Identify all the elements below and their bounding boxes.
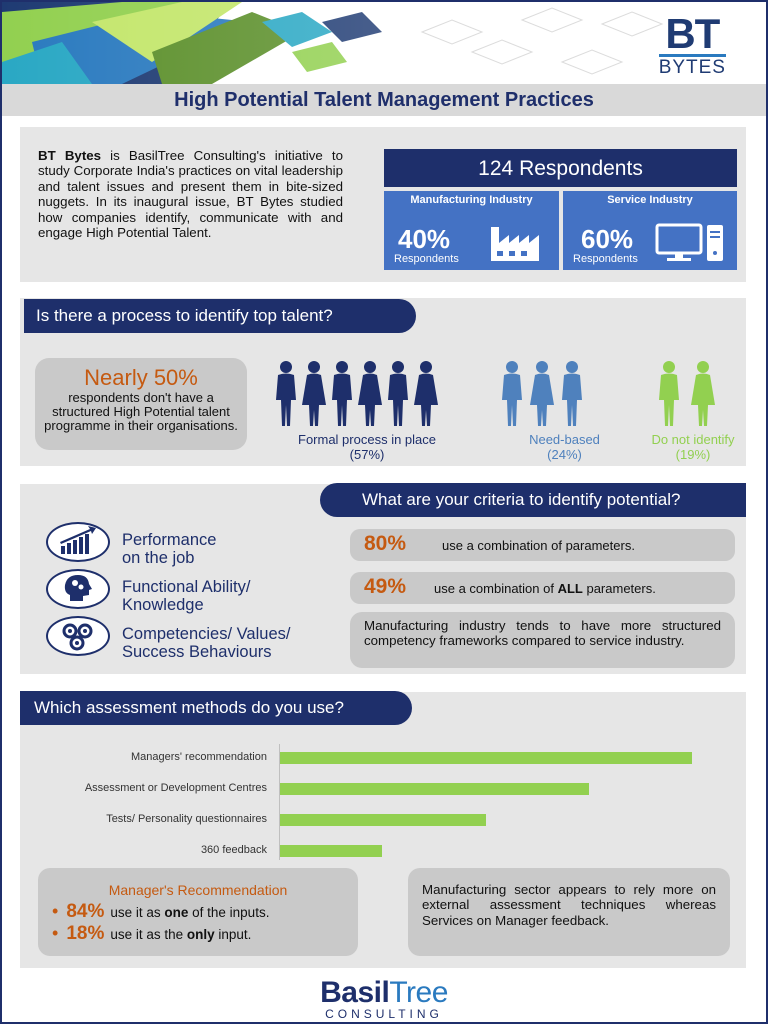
criteria-question: What are your criteria to identify potential? <box>320 483 746 517</box>
stat-49-text-post: parameters. <box>582 581 656 596</box>
process-question: Is there a process to identify top talent? <box>24 299 416 333</box>
criteria-functional-line2: Knowledge <box>122 596 204 614</box>
need-based-label: Need-based <box>529 432 600 447</box>
manufacturing-pct: 40% <box>398 224 451 254</box>
service-label: Service Industry <box>607 194 693 206</box>
criteria-performance-line1: Performance <box>122 531 217 549</box>
criteria-competencies <box>122 625 290 661</box>
criteria-competencies-line2: Success Behaviours <box>122 643 272 661</box>
service-box <box>563 191 737 270</box>
gears-icon <box>46 616 110 656</box>
criteria-functional <box>122 578 250 614</box>
nearly-50-box <box>35 358 247 450</box>
chart-category-label: 360 feedback <box>200 844 267 856</box>
manager-84-pct: 84% <box>66 901 105 922</box>
logo-bytes-text: BYTES <box>659 54 726 78</box>
criteria-competencies-line1: Competencies/ Values/ <box>122 625 291 643</box>
stat-49-number: 49% <box>364 575 407 598</box>
manager-line-84 <box>52 901 269 923</box>
do-not-identify-caption <box>634 432 752 462</box>
stat-80-pill <box>350 529 735 561</box>
manager-line-18 <box>52 923 251 945</box>
do-not-identify-pct: (19%) <box>675 447 711 462</box>
formal-process-label: Formal process in place <box>298 432 436 447</box>
manager-84-post: of the inputs. <box>188 905 270 920</box>
logo-tree: Tree <box>389 976 448 1009</box>
formal-process-pct: (57%) <box>349 447 385 462</box>
stat-49-pill <box>350 572 735 604</box>
chart-bar <box>279 783 589 795</box>
manager-18-pre: use it as the <box>110 927 187 942</box>
respondents-count: 124 <box>478 157 514 180</box>
do-not-identify-people-icon <box>657 358 737 428</box>
manager-18-bold: only <box>186 927 215 942</box>
manager-18-pct: 18% <box>66 923 105 944</box>
criteria-performance-line2: on the job <box>122 549 195 567</box>
bullet-icon: • <box>52 923 59 943</box>
chart-axis-line <box>279 744 280 860</box>
stat-80-text: use a combination of parameters. <box>442 538 635 553</box>
bar-chart-icon <box>46 522 110 562</box>
chart-bar <box>279 845 382 857</box>
service-sub: Respondents <box>573 253 638 265</box>
intro-paragraph <box>38 148 343 240</box>
logo-consulting: CONSULTING <box>325 1007 443 1021</box>
stat-49-text-bold: ALL <box>557 581 583 596</box>
header-banner <box>2 2 766 84</box>
nearly-50-figure: Nearly 50% <box>84 365 198 390</box>
title-bar <box>2 84 766 116</box>
head-gears-icon <box>46 569 110 609</box>
service-pct: 60% <box>581 224 634 254</box>
manufacturing-label: Manufacturing Industry <box>410 194 533 206</box>
chart-category-label: Tests/ Personality questionnaires <box>106 813 267 825</box>
chart-category-label: Managers' recommendation <box>130 751 267 763</box>
manager-84-bold: one <box>164 905 189 920</box>
manufacturing-box <box>384 191 559 270</box>
chart-bar <box>279 814 486 826</box>
logo-basiltree-text <box>2 978 766 1008</box>
chart-category-label: Assessment or Development Centres <box>84 782 267 794</box>
intro-body: is BasilTree Consulting's initiative to study Corporate India's practices on vital leadership and talent issues and present them in bite-sized nuggets. In its inaugural issue, BT Bytes studied how companies identify, communicate with and engage High Potential Talent. <box>38 148 343 241</box>
criteria-performance <box>122 531 216 567</box>
manager-recommendation-title: Manager's Recommendation <box>108 882 288 898</box>
chart-bar <box>279 752 692 764</box>
banner-graphic <box>2 2 766 84</box>
factory-icon <box>489 221 541 263</box>
do-not-identify-label: Do not identify <box>651 432 735 447</box>
computer-icon <box>655 223 727 263</box>
page-title: High Potential Talent Management Practices <box>174 89 594 111</box>
basiltree-logo <box>2 978 766 1020</box>
need-based-caption <box>497 432 632 462</box>
manufacturing-sub: Respondents <box>394 253 459 265</box>
assessment-chart <box>2 742 766 862</box>
need-based-pct: (24%) <box>547 447 582 462</box>
formal-process-people-icon <box>274 358 454 428</box>
respondents-label: Respondents <box>519 157 643 180</box>
formal-process-caption <box>272 432 462 462</box>
logo-bt-text: BT <box>665 10 720 57</box>
nearly-50-text: respondents don't have a structured High Potential talent programme in their organisations. <box>44 390 238 433</box>
stat-49-text <box>434 581 656 596</box>
stat-80-number: 80% <box>364 532 407 555</box>
stat-49-text-pre: use a combination of <box>434 581 558 596</box>
logo-basil: Basil <box>320 976 390 1009</box>
intro-brand: BT Bytes <box>38 148 102 163</box>
need-based-people-icon <box>500 358 610 428</box>
respondents-heading <box>384 149 737 187</box>
criteria-functional-line1: Functional Ability/ <box>122 578 251 596</box>
manager-18-post: input. <box>214 927 252 942</box>
assessment-question: Which assessment methods do you use? <box>20 691 412 725</box>
manager-84-pre: use it as <box>110 905 165 920</box>
assessment-note: Manufacturing sector appears to rely more on external assessment techniques whereas Services on Manager feedback. <box>408 868 730 956</box>
bt-bytes-logo <box>658 10 726 78</box>
bullet-icon: • <box>52 901 59 921</box>
criteria-note: Manufacturing industry tends to have more structured competency frameworks compared to service industry. <box>350 612 735 668</box>
manager-recommendation-box <box>38 868 358 956</box>
